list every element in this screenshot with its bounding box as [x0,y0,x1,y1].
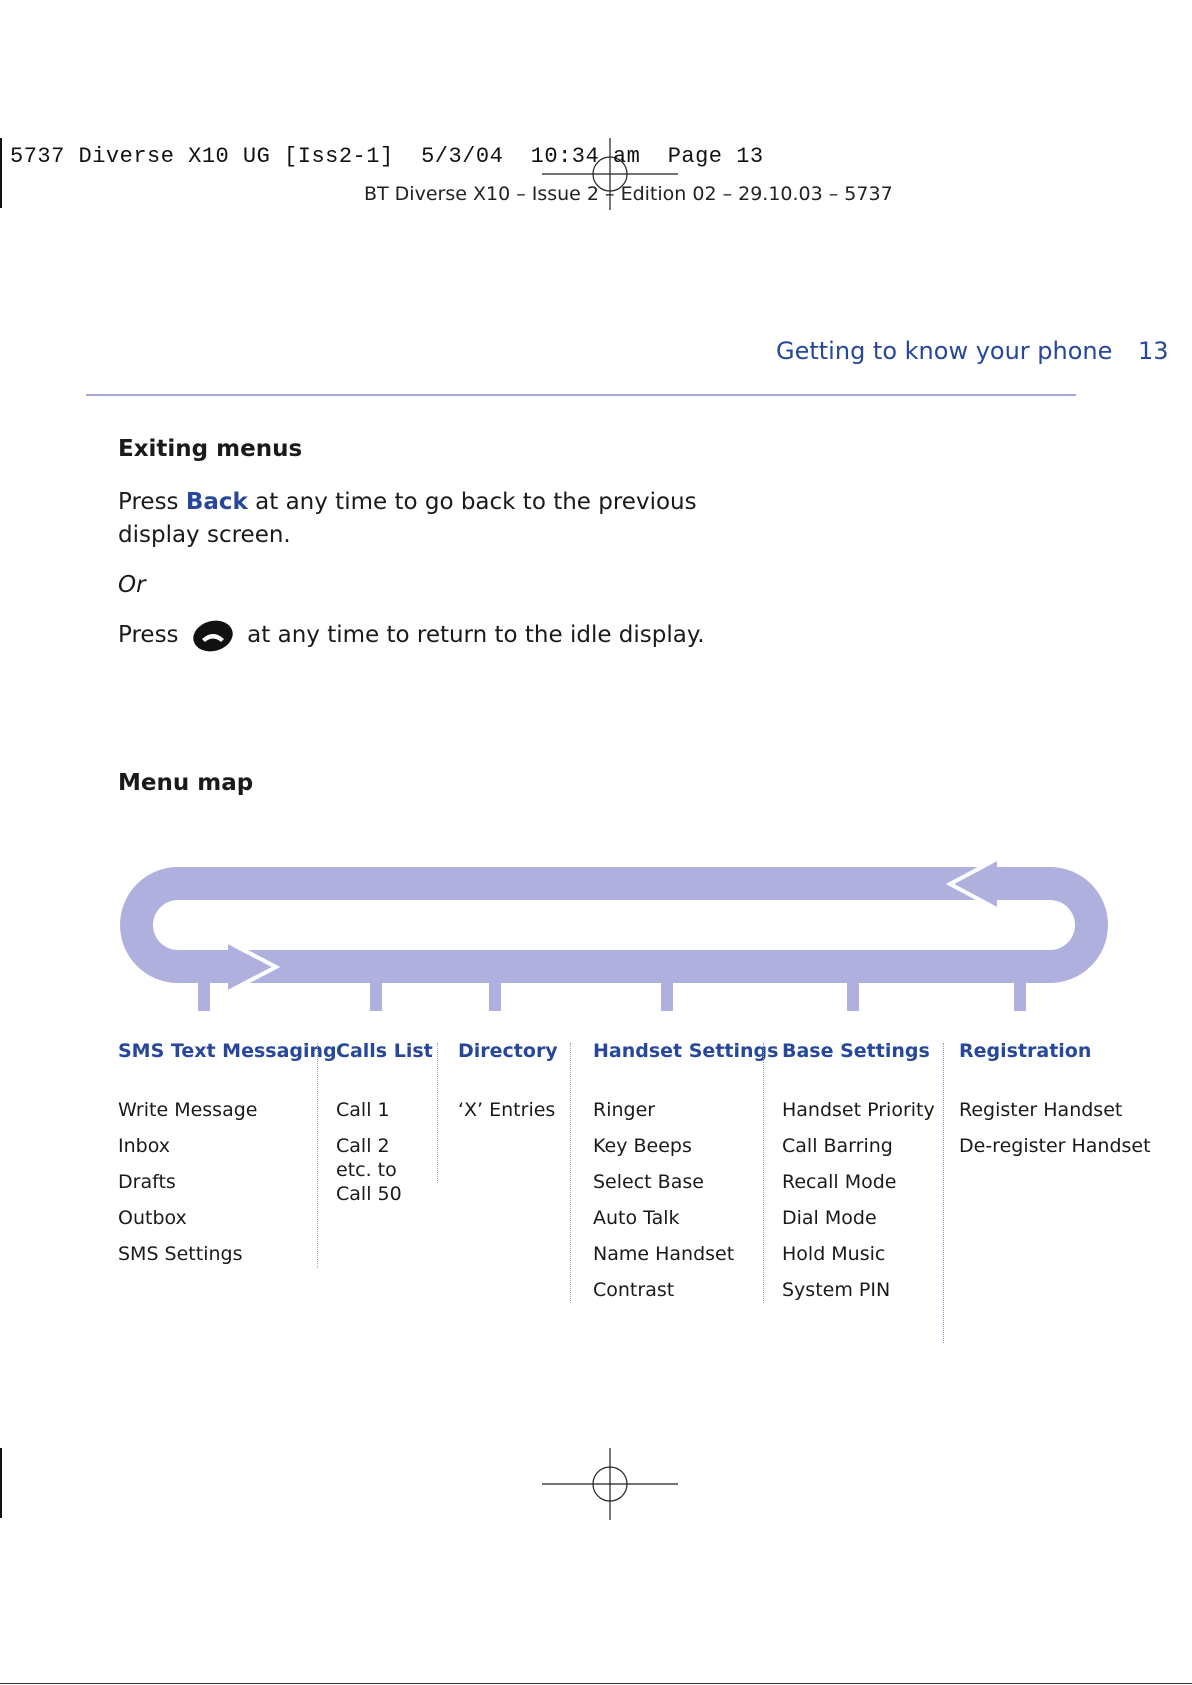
exiting-menus-paragraph-2 [118,619,705,652]
crop-mark-bottom-left [0,1448,2,1518]
menu-item: System PIN [782,1279,891,1301]
menu-item: Hold Music [782,1243,886,1265]
registration-mark-bottom [538,1444,682,1524]
line1-rest: at any time to go back to the previous [255,489,697,515]
menu-item: Register Handset [959,1099,1123,1121]
or-text: Or [118,572,146,598]
menu-column-directory [458,1040,558,1128]
edition-line: BT Diverse X10 – Issue 2 – Edition 02 – 29.10.03 – 5737 [364,183,893,205]
connector-handset [661,983,673,1011]
menu-item: Handset Priority [782,1099,935,1121]
exiting-menus-paragraph-1 [118,486,718,552]
menu-item: Auto Talk [593,1207,680,1229]
menu-title-sms: SMS Text Messaging [118,1040,337,1062]
menu-column-sms [118,1040,337,1272]
connector-registration [1014,983,1026,1011]
menu-column-handset-settings [593,1040,778,1308]
connector-directory [489,983,501,1011]
menu-title-handset-settings: Handset Settings [593,1040,779,1062]
arrow-forward-icon [228,942,276,992]
crop-mark-bottom-rule [0,1683,1192,1684]
menu-column-calls-list [336,1040,433,1206]
menu-item: Call 1 [336,1099,390,1121]
running-title: Getting to know your phone [776,337,1113,365]
menu-title-calls-list: Calls List [336,1040,433,1062]
line3-rest: at any time to return to the idle display. [247,622,705,648]
column-divider [763,1043,764,1303]
column-divider [437,1043,438,1183]
column-divider [570,1043,571,1303]
menu-item: Call Barring [782,1135,893,1157]
end-call-icon [192,620,234,652]
menu-item: Drafts [118,1171,176,1193]
press-word-2: Press [118,622,179,648]
menu-column-registration [959,1040,1151,1164]
menu-item: Write Message [118,1099,258,1121]
connector-base [847,983,859,1011]
menu-item: Contrast [593,1279,675,1301]
column-divider [943,1043,944,1343]
menu-item: Name Handset [593,1243,735,1265]
arrow-back-icon [950,859,997,909]
menu-item: De-register Handset [959,1135,1151,1157]
column-divider [317,1043,318,1268]
menu-title-directory: Directory [458,1040,558,1062]
menu-item: Dial Mode [782,1207,877,1229]
menu-item: SMS Settings [118,1243,243,1265]
menu-item: Outbox [118,1207,187,1229]
menu-item: Call 2 etc. to Call 50 [336,1135,402,1205]
exiting-menus-heading: Exiting menus [118,436,303,462]
crop-mark-top-left [0,138,2,208]
print-slug: 5737 Diverse X10 UG [Iss2-1] 5/3/04 10:34 am Page 13 [10,144,764,169]
menu-item: Select Base [593,1171,704,1193]
connector-sms [198,983,210,1011]
menu-column-base-settings [782,1040,935,1308]
back-key-label: Back [185,489,248,515]
menu-title-base-settings: Base Settings [782,1040,930,1062]
menu-item: Inbox [118,1135,170,1157]
press-word: Press [118,489,179,515]
menu-title-registration: Registration [959,1040,1092,1062]
menu-item: Recall Mode [782,1171,897,1193]
header-rule [86,394,1076,396]
page-number: 13 [1138,337,1169,365]
connector-calls [370,983,382,1011]
line2: display screen. [118,522,291,548]
menu-item: Ringer [593,1099,656,1121]
menu-item: Key Beeps [593,1135,692,1157]
menu-map-heading: Menu map [118,770,254,796]
menu-loop-diagram [0,850,1192,1020]
menu-item: ‘X’ Entries [458,1099,556,1121]
